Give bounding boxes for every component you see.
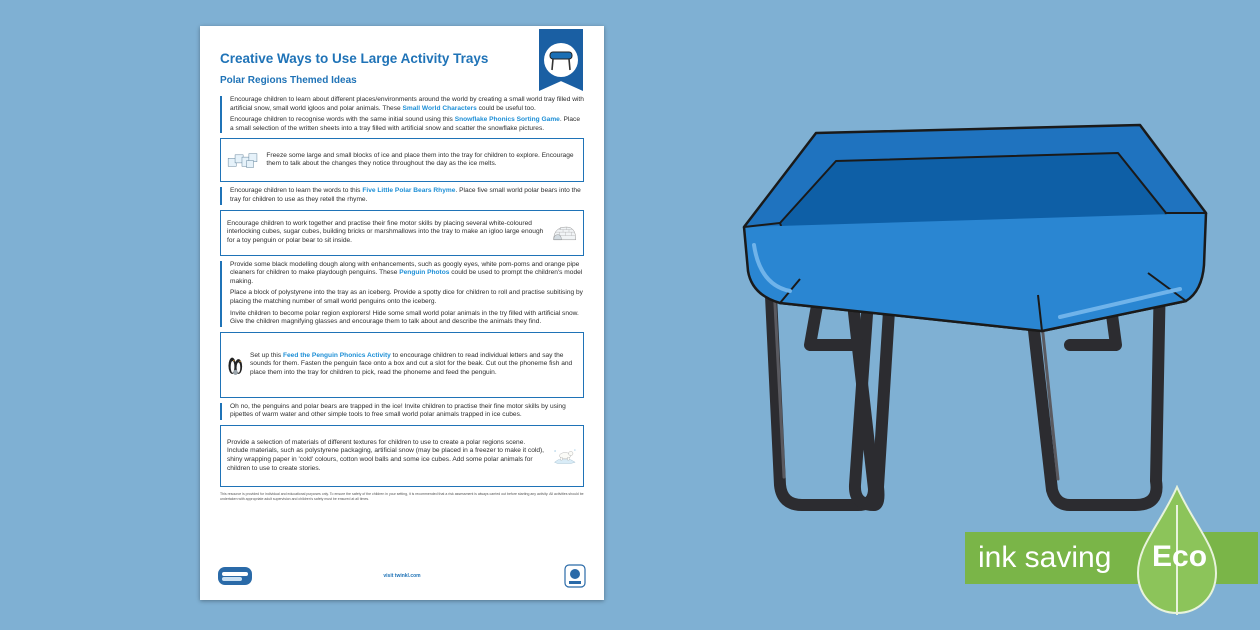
idea-1 [220, 96, 584, 133]
sheet-footer [218, 564, 586, 588]
idea-4-text: Encourage children to learn the words to this [230, 187, 363, 195]
idea-igloo [220, 210, 584, 256]
svg-text:❄: ❄ [553, 449, 557, 454]
visit-twinkl-link[interactable]: visit twinkl.com [383, 573, 421, 579]
idea-3-text: Freeze some large and small blocks of ice and place them into the tray for children to explore. Encourage them to talk about the changes they notice throughout the day as the ice melts. [266, 151, 574, 168]
disclaimer: This resource is provided for individual and educational purposes only. To ensure the safety of the children in your setting, it is recommended that a risk assessment is always carried out before starting any activity. All activities should be undertaken with appropriate adult supervision and children's safety must be ensured at all times. [220, 491, 584, 501]
idea-9-text: Set up this [249, 351, 283, 359]
penguins-icon [227, 337, 244, 393]
idea-10-text: Oh no, the penguins and polar bears are trapped in the ice! Invite children to practise their fine motor skills by using pipettes of warm water and other simple tools to free small world polar animals trapped in ice cubes. [230, 402, 566, 419]
idea-polar-scene [220, 425, 584, 487]
activity-sheet [200, 26, 604, 600]
penguin-photos-link[interactable]: Penguin Photos [399, 269, 450, 277]
small-world-characters-link[interactable]: Small World Characters [402, 104, 477, 112]
sheet-subtitle: Polar Regions Themed Ideas [220, 75, 357, 86]
idea-11-text: Provide a selection of materials of different textures for children to use to create a polar regions scene. Include materials, such as polystyrene packaging, artificial snow (may be placed in a freezer to make it cold), shiny wrapping paper in 'cold' colours, cotton wool balls and some ice cubes. Add some polar animals for children to use to create stories. [227, 438, 545, 472]
idea-1-text: Encourage children to learn about different places/environments around the world by creating a small world tray filled with artificial snow, small world igloos and polar animals. These [230, 96, 584, 112]
idea-8-text: Invite children to become polar region explorers! Hide some small world polar animals in the try filled with artificial snow. Give the children magnifying glasses and encourage them to talk about and describe the animals they find. [230, 309, 579, 326]
ink-saving-eco-badge [965, 485, 1260, 617]
eco-label: Eco [1152, 540, 1208, 573]
twinkl-logo-icon [218, 566, 254, 586]
idea-9-text-end: to encourage children to read individual letters and say the sounds for them. Fasten the penguin face onto a box and cut a slot for the beak. Cut out the phoneme fish and place them into the tray for children to pick, read the phoneme and feed the penguin. [249, 351, 573, 377]
snowflake-phonics-link[interactable]: Snowflake Phonics Sorting Game [454, 116, 560, 124]
idea-6-text-end: could be used to prompt the children's model making. [230, 269, 583, 285]
svg-text:❄: ❄ [573, 448, 576, 452]
polar-bear-icon [552, 430, 577, 482]
activity-tray-icon [740, 95, 1210, 515]
idea-1-text-end: could be useful too. [476, 104, 536, 112]
idea-7-text: Place a block of polystyrene into the tray as an iceberg. Provide a spotty dice for children to roll and practise subitising by placing the matching number of small world penguins onto the iceberg. [230, 289, 583, 305]
feed-penguin-link[interactable]: Feed the Penguin Phonics Activity [282, 351, 391, 359]
ideas-list [220, 96, 584, 501]
sheet-title: Creative Ways to Use Large Activity Trays [220, 51, 489, 66]
polar-bears-rhyme-link[interactable]: Five Little Polar Bears Rhyme [362, 187, 456, 195]
twinkl-badge-icon [564, 564, 586, 588]
idea-2-text-end: . Place a small selection of the written sheets into a tray filled with artificial snow and scatter the snowflake pictures. [230, 116, 581, 132]
ink-saving-label: ink saving [978, 541, 1112, 574]
ice-cubes-icon [227, 143, 260, 177]
idea-2-text: Encourage children to recognise words with the same initial sound using this [230, 116, 455, 124]
idea-4-text-end: . Place five small world polar bears into the tray for children to use as they retell the rhyme. [230, 187, 581, 203]
tray-badge-icon [539, 29, 583, 91]
idea-playdough-penguins [220, 261, 584, 327]
idea-trapped-in-ice [220, 403, 584, 420]
idea-ice-blocks [220, 138, 584, 182]
idea-polar-bears-rhyme [220, 187, 584, 204]
idea-feed-penguin [220, 332, 584, 398]
idea-6-text: Provide some black modelling dough along with enhancements, such as googly eyes, white pom-poms and orange pipe cleaners for children to make playdough penguins. These [230, 260, 580, 277]
igloo-icon [552, 215, 577, 251]
idea-5-text: Encourage children to work together and practise their fine motor skills by placing several white-coloured interlocking cubes, sugar cubes, building bricks or marshmallows into the tray to make an igloo large enough for a toy penguin or polar bear to sit inside. [227, 219, 544, 244]
